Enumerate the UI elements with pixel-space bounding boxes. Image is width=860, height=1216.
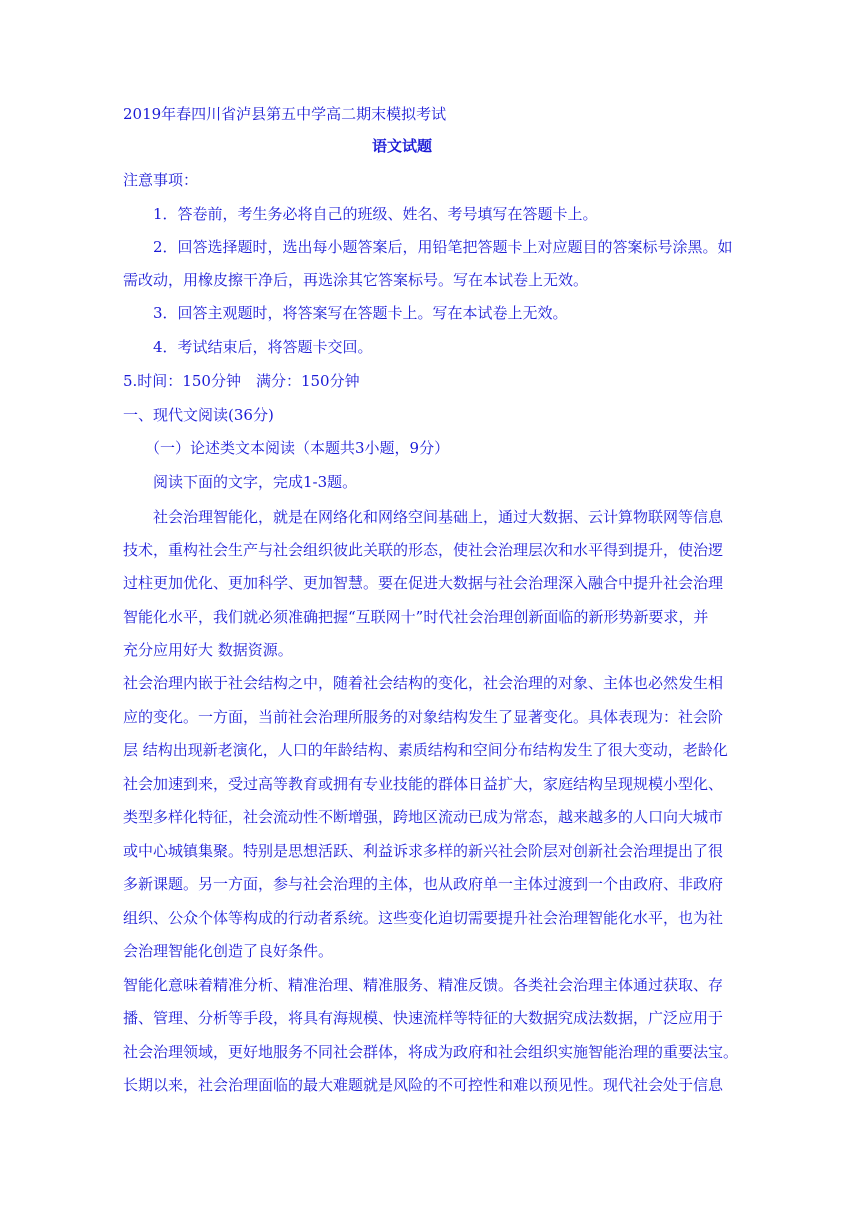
passage-line: 多新课题。另一方面，参与社会治理的主体，也从政府单一主体过渡到一个由政府、非政府 — [123, 875, 724, 893]
passage-line: 会治理智能化创造了良好条件。 — [123, 942, 334, 960]
subject-title: 语文试题 — [372, 137, 433, 155]
notice-item-5: 5.时间：150分钟 满分：150分钟 — [123, 372, 360, 390]
passage-line: 长期以来，社会治理面临的最大难题就是风险的不可控性和难以预见性。现代社会处于信息 — [123, 1076, 724, 1094]
notice-item-3: 3．回答主观题时，将答案写在答题卡上。写在本试卷上无效。 — [153, 304, 568, 322]
notice-item-4: 4．考试结束后，将答题卡交回。 — [153, 338, 373, 356]
passage-line: 技术，重构社会生产与社会组织彼此关联的形态，使社会治理层次和水平得到提升，使治逻 — [123, 541, 724, 559]
passage-line: 社会加速到来，受过高等教育或拥有专业技能的群体日益扩大，家庭结构呈现规模小型化、 — [123, 775, 724, 793]
notice-heading: 注意事项： — [123, 171, 199, 189]
passage-line: 社会治理领域，更好地服务不同社会群体，将成为政府和社会组织实施智能治理的重要法宝。 — [123, 1043, 739, 1061]
passage-line: 过柱更加优化、更加科学、更加智慧。要在促进大数据与社会治理深入融合中提升社会治理 — [123, 574, 724, 592]
notice-item-1: 1．答卷前，考生务必将自己的班级、姓名、考号填写在答题卡上。 — [153, 205, 598, 223]
passage-line: 充分应用好大 数据资源。 — [123, 641, 293, 659]
passage-line: 应的变化。一方面，当前社会治理所服务的对象结构发生了显著变化。具体表现为：社会阶 — [123, 708, 724, 726]
section-instruction: 阅读下面的文字，完成1-3题。 — [153, 473, 358, 491]
section-heading: 一、现代文阅读(36分) — [123, 406, 274, 424]
passage-line: 层 结构出现新老演化，人口的年龄结构、素质结构和空间分布结构发生了很大变动，老龄化 — [123, 741, 728, 759]
passage-line: 社会治理内嵌于社会结构之中，随着社会结构的变化，社会治理的对象、主体也必然发生相 — [123, 674, 724, 692]
passage-line: 智能化意味着精准分析、精准治理、精准服务、精准反馈。各类社会治理主体通过获取、存 — [123, 976, 724, 994]
notice-item-2: 2．回答选择题时，选出每小题答案后，用铅笔把答题卡上对应题目的答案标号涂黑。如 — [153, 238, 733, 256]
passage-line: 智能化水平，我们就必须准确把握“互联网十”时代社会治理创新面临的新形势新要求，并 — [123, 608, 709, 626]
notice-item-2-cont: 需改动，用橡皮擦干净后，再选涂其它答案标号。写在本试卷上无效。 — [123, 271, 589, 289]
section-subheading: （一）论述类文本阅读（本题共3小题，9分） — [145, 439, 450, 457]
passage-line: 或中心城镇集聚。特别是思想活跃、利益诉求多样的新兴社会阶层对创新社会治理提出了很 — [123, 842, 724, 860]
passage-line: 社会治理智能化，就是在网络化和网络空间基础上，通过大数据、云计算物联网等信息 — [153, 508, 724, 526]
passage-line: 类型多样化特征，社会流动性不断增强，跨地区流动已成为常态，越来越多的人口向大城市 — [123, 808, 724, 826]
passage-line: 播、管理、分析等手段，将具有海规模、快速流样等特征的大数据究成法数据，广泛应用于 — [123, 1009, 724, 1027]
passage-line: 组织、公众个体等构成的行动者系统。这些变化迫切需要提升社会治理智能化水平，也为社 — [123, 909, 724, 927]
exam-title: 2019年春四川省泸县第五中学高二期末模拟考试 — [123, 105, 447, 123]
